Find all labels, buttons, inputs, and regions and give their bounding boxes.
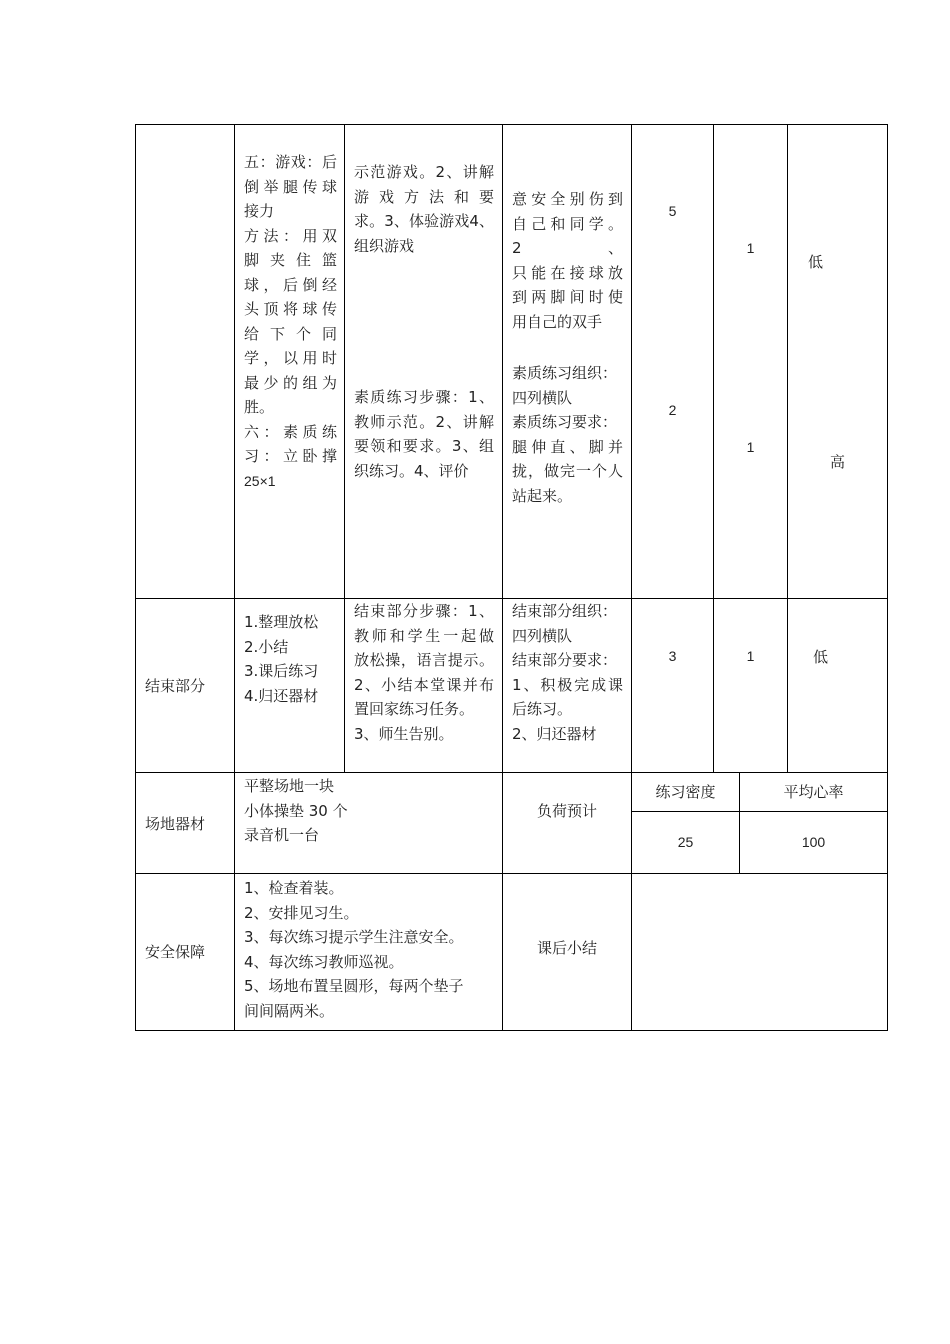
student-line: 2、归还器材 [512,724,597,743]
student-line: 拢，做完一个人 [512,462,623,480]
teacher-line: 结束部分步骤：1、 [354,602,494,620]
student-line: 只能在接球放 [512,263,623,282]
student-line: 用自己的双手 [512,312,603,331]
teacher-line: 教师和学生一起做 [354,626,494,645]
venue-item: 小体操垫 30 个 [244,801,348,820]
game-content-cell [244,150,337,493]
intensity-value: 高 [830,453,846,471]
density-label: 练习密度 [655,783,716,801]
student-line: 四列横队 [512,388,573,407]
student-game-cell [512,187,623,334]
student-line: 站起来。 [512,486,573,505]
safety-item: 间间隔两米。 [244,1001,335,1020]
time-value: 5 [668,203,677,219]
teacher-line: 组织游戏 [354,236,415,255]
content-line: 胜。 [244,398,275,416]
heart-rate-label: 平均心率 [783,783,844,801]
content-line: 头顶将球传 [244,300,337,318]
teacher-line: 织练习。4、评价 [354,461,469,480]
student-line: 四列横队 [512,626,573,645]
content-line: 六：素质练 [244,422,337,441]
teacher-game-cell [354,160,494,258]
teacher-line: 教师示范。2、讲解 [354,412,494,431]
teacher-line: 2、小结本堂课并布 [354,675,494,694]
content-line: 学，以用时 [244,349,337,367]
teacher-line: 素质练习步骤：1、 [354,388,494,406]
load-estimate-label: 负荷预计 [536,802,597,820]
teacher-line: 示范游戏。2、讲解 [354,163,494,181]
content-line: 习：立卧撑 [244,447,337,465]
content-line: 最少的组为 [244,373,337,392]
content-line: 脚夹住篮 [244,251,337,269]
count-value: 1 [746,240,755,256]
safety-label: 安全保障 [145,943,206,961]
content-line: 给下个同 [244,324,337,343]
student-line: 到两脚间时使 [512,288,623,306]
after-class-summary-label: 课后小结 [536,939,597,957]
teacher-line: 放松操，语言提示。 [354,651,494,669]
teacher-quality-cell [354,385,494,483]
end-student-cell [512,599,623,746]
intensity-value: 低 [813,648,829,666]
content-line: 2.小结 [244,637,289,656]
safety-item: 1、检查着装。 [244,879,344,897]
content-line: 4.归还器材 [244,686,319,705]
heart-rate-value: 100 [801,834,826,850]
count-value: 1 [746,439,755,455]
venue-item: 录音机一台 [244,826,320,844]
content-line: 倒举腿传球 [244,177,337,196]
venue-items-cell [244,774,494,848]
venue-item: 平整场地一块 [244,777,335,795]
content-line: 五：游戏：后 [244,153,337,171]
student-line: 素质练习组织： [512,364,618,382]
content-line: 1.整理放松 [244,613,319,631]
student-line: 意安全别伤到 [512,190,623,208]
end-teacher-cell [354,599,494,746]
content-line: 3.课后练习 [244,662,319,680]
teacher-line: 3、师生告别。 [354,724,454,743]
end-content-cell [244,610,339,708]
density-value: 25 [677,834,694,850]
student-line: 结束部分要求： [512,651,618,669]
student-quality-cell [512,361,623,508]
student-line: 结束部分组织： [512,602,618,620]
teacher-line: 要领和要求。3、组 [354,437,494,455]
intensity-value: 低 [808,253,824,271]
teacher-line: 游戏方法和要 [354,187,494,206]
content-line: 球，后倒经 [244,275,337,294]
safety-item: 3、每次练习提示学生注意安全。 [244,928,464,946]
safety-item: 5、场地布置呈圆形，每两个垫子 [244,977,464,995]
teacher-line: 置回家练习任务。 [354,700,475,718]
count-value: 1 [746,648,755,664]
content-line: 接力 [244,202,275,220]
safety-item: 4、每次练习教师巡视。 [244,952,404,971]
student-line: 后练习。 [512,700,573,718]
student-line: 自己和同学。2、 [512,214,623,257]
content-line: 方法：用双 [244,226,337,245]
time-value: 2 [668,402,677,418]
time-value: 3 [668,648,677,664]
content-line: 25×1 [244,472,276,489]
safety-item: 2、安排见习生。 [244,903,359,922]
safety-items-cell [244,876,500,1023]
teacher-line: 求。3、体验游戏4、 [354,212,494,230]
venue-label: 场地器材 [145,815,206,833]
student-line: 素质练习要求： [512,413,618,431]
student-line: 腿伸直、脚并 [512,437,623,456]
end-part-label: 结束部分 [145,677,206,695]
student-line: 1、积极完成课 [512,675,623,694]
